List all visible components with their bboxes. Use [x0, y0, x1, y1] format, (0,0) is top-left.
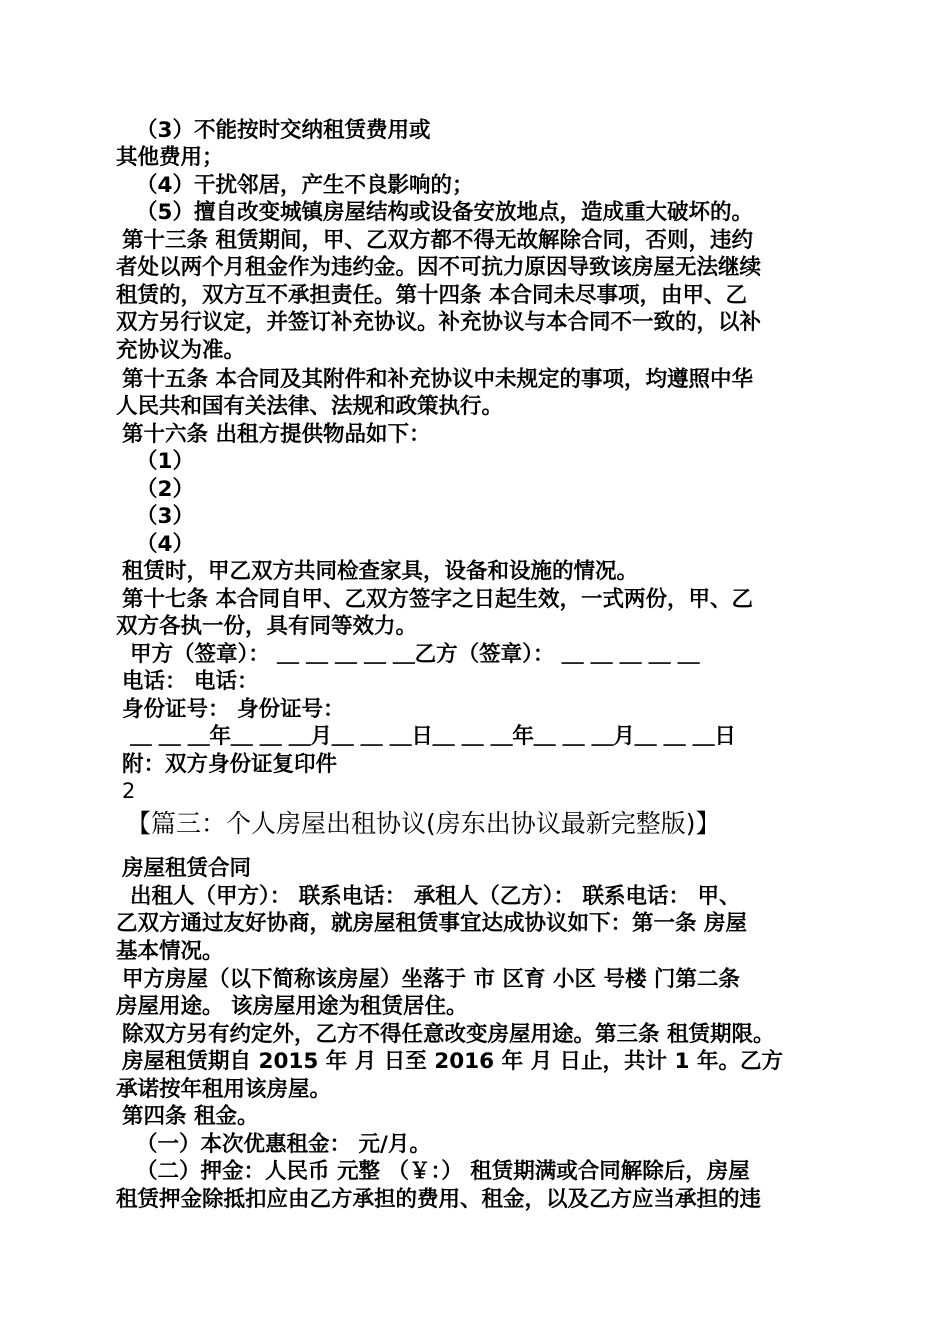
- text-line: 承诺按年租用该房屋。: [116, 1077, 332, 1102]
- signature-line: 甲方（签章）： ＿ ＿ ＿ ＿ ＿乙方（签章）： ＿ ＿ ＿ ＿ ＿: [130, 642, 700, 667]
- text-line: 人民共和国有关法律、法规和政策执行。: [116, 394, 504, 419]
- text-line: 第十三条 租赁期间，甲、乙双方都不得无故解除合同，否则，违约: [122, 228, 753, 253]
- text-line: （3）: [136, 504, 194, 529]
- text-line: 房屋用途。 该房屋用途为租赁居住。: [116, 994, 468, 1019]
- text-line: 租赁押金除抵扣应由乙方承担的费用、租金，以及乙方应当承担的违: [116, 1187, 762, 1212]
- text-line: （3）不能按时交纳租赁费用或: [136, 118, 431, 143]
- text-line: 其他费用；: [116, 145, 224, 170]
- text-line: 房屋租赁期自 2015 年 月 日至 2016 年 月 日止，共计 1 年。乙方: [122, 1049, 783, 1074]
- text-line: 第十七条 本合同自甲、乙双方签字之日起生效，一式两份，甲、乙: [122, 587, 753, 612]
- text-line: （4）: [136, 532, 194, 557]
- text-line: 第十六条 出租方提供物品如下：: [122, 422, 431, 447]
- text-line: 除双方另有约定外，乙方不得任意改变房屋用途。第三条 租赁期限。: [122, 1022, 775, 1047]
- contract-title: 房屋租赁合同: [122, 856, 252, 881]
- text-line: （二）押金：人民币 元整 （￥：） 租赁期满或合同解除后，房屋: [136, 1159, 750, 1184]
- attachment-line: 附：双方身份证复印件: [122, 752, 338, 777]
- text-line: 充协议为准。: [116, 338, 246, 363]
- text-line: 租赁的，双方互不承担责任。第十四条 本合同未尽事项，由甲、乙: [116, 283, 747, 308]
- section-title: 【篇三：个人房屋出租协议(房东出协议最新完整版)】: [126, 809, 721, 838]
- text-line: 第四条 租金。: [122, 1104, 259, 1129]
- text-line: 甲方房屋（以下简称该房屋）坐落于 市 区育 小区 号楼 门第二条: [122, 967, 740, 992]
- text-line: （2）: [136, 477, 194, 502]
- text-line: 第十五条 本合同及其附件和补充协议中未规定的事项，均遵照中华: [122, 367, 753, 392]
- text-line: （4）干扰邻居，产生不良影响的；: [136, 173, 474, 198]
- text-line: 租赁时，甲乙双方共同检查家具，设备和设施的情况。: [122, 559, 639, 584]
- text-line: （1）: [136, 449, 194, 474]
- date-line: ＿ ＿ ＿年＿ ＿ ＿月＿ ＿ ＿日＿ ＿ ＿年＿ ＿ ＿月＿ ＿ ＿日: [130, 724, 736, 749]
- text-line: 双方另行议定，并签订补充协议。补充协议与本合同不一致的，以补: [116, 310, 762, 335]
- text-line: 乙双方通过友好协商，就房屋租赁事宜达成协议如下：第一条 房屋: [116, 911, 747, 936]
- text-line: （5）擅自改变城镇房屋结构或设备安放地点，造成重大破坏的。: [136, 200, 753, 225]
- text-line: 者处以两个月租金作为违约金。因不可抗力原因导致该房屋无法继续: [116, 255, 762, 280]
- text-line: 基本情况。: [116, 939, 224, 964]
- id-number-line: 身份证号： 身份证号：: [122, 697, 345, 722]
- text-line: 双方各执一份，具有同等效力。: [116, 614, 418, 639]
- page-number: 2: [122, 779, 136, 803]
- phone-line: 电话： 电话：: [122, 669, 259, 694]
- text-line: （一）本次优惠租金： 元/月。: [136, 1132, 431, 1157]
- text-line: 出租人（甲方）： 联系电话： 承租人（乙方）： 联系电话： 甲、: [130, 884, 741, 909]
